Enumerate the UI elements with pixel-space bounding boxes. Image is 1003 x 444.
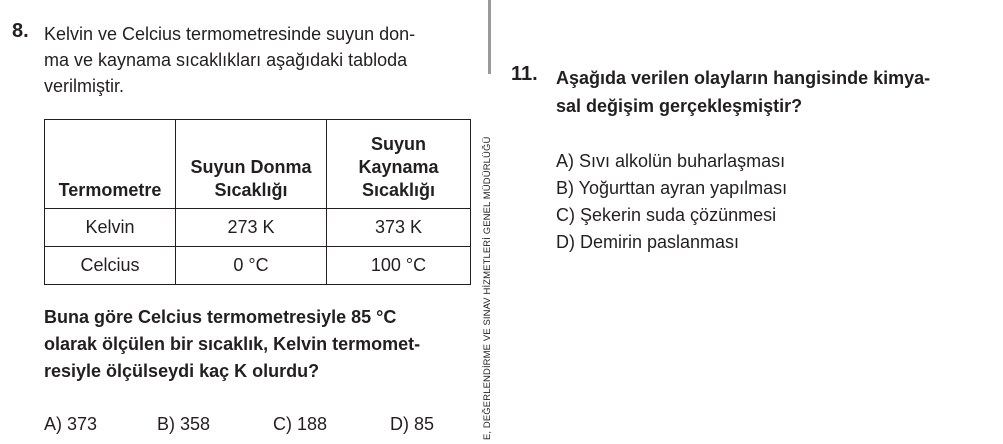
header-line: Suyun [370,134,426,154]
table-cell: Kelvin [45,209,176,247]
question-11-options [556,148,787,256]
question-11-number: 11. [511,63,538,85]
table-row [45,247,471,285]
option-d[interactable]: D) 85 [390,414,435,434]
option-c[interactable]: C) Şekerin suda çözünmesi [556,205,777,225]
table-header-cell [176,120,327,209]
table-header-cell: Termometre [45,120,176,209]
table-header-row [45,120,471,209]
table-header-cell [327,120,471,209]
prompt-line: sal değişim gerçekleşmiştir? [556,96,803,116]
question-8-intro [44,21,415,99]
option-d[interactable]: D) Demirin paslanması [556,232,740,252]
intro-line: verilmiştir. [44,76,124,96]
prompt-line: Aşağıda verilen olayların hangisinde kimya- [556,68,931,88]
header-line: Sıcaklığı [214,180,288,200]
column-divider [488,0,491,74]
option-c[interactable]: C) 188 [273,414,328,434]
table-cell: 100 °C [327,247,471,285]
option-b[interactable]: B) Yoğurttan ayran yapılması [556,178,788,198]
header-line: Suyun Donma [190,157,312,177]
option-a[interactable]: A) 373 [44,414,98,434]
option-b[interactable]: B) 358 [157,414,211,434]
question-8-prompt [44,304,420,385]
question-8-number: 8. [12,20,29,42]
header-line: Sıcaklığı [361,180,436,200]
table-cell: 373 K [327,209,471,247]
table-row [45,209,471,247]
intro-line: Kelvin ve Celcius termometresinde suyun don- [44,24,416,44]
prompt-line: resiyle ölçülseydi kaç K olurdu? [44,361,320,381]
header-line: Kaynama [358,157,439,177]
prompt-line: olarak ölçülen bir sıcaklık, Kelvin termomet- [44,334,421,354]
side-vertical-text: E, DEĞERLENDİRME VE SINAV HİZMETLERİ GENEL MÜDÜRLÜĞÜ [482,136,493,440]
prompt-line: Buna göre Celcius termometresiyle 85 °C [44,307,397,327]
table-cell: 273 K [176,209,327,247]
table-cell: 0 °C [176,247,327,285]
option-a[interactable]: A) Sıvı alkolün buharlaşması [556,151,786,171]
table-cell: Celcius [45,247,176,285]
question-11-prompt [556,64,930,120]
temperature-table [44,119,471,285]
intro-line: ma ve kaynama sıcaklıkları aşağıdaki tabloda [44,50,408,70]
